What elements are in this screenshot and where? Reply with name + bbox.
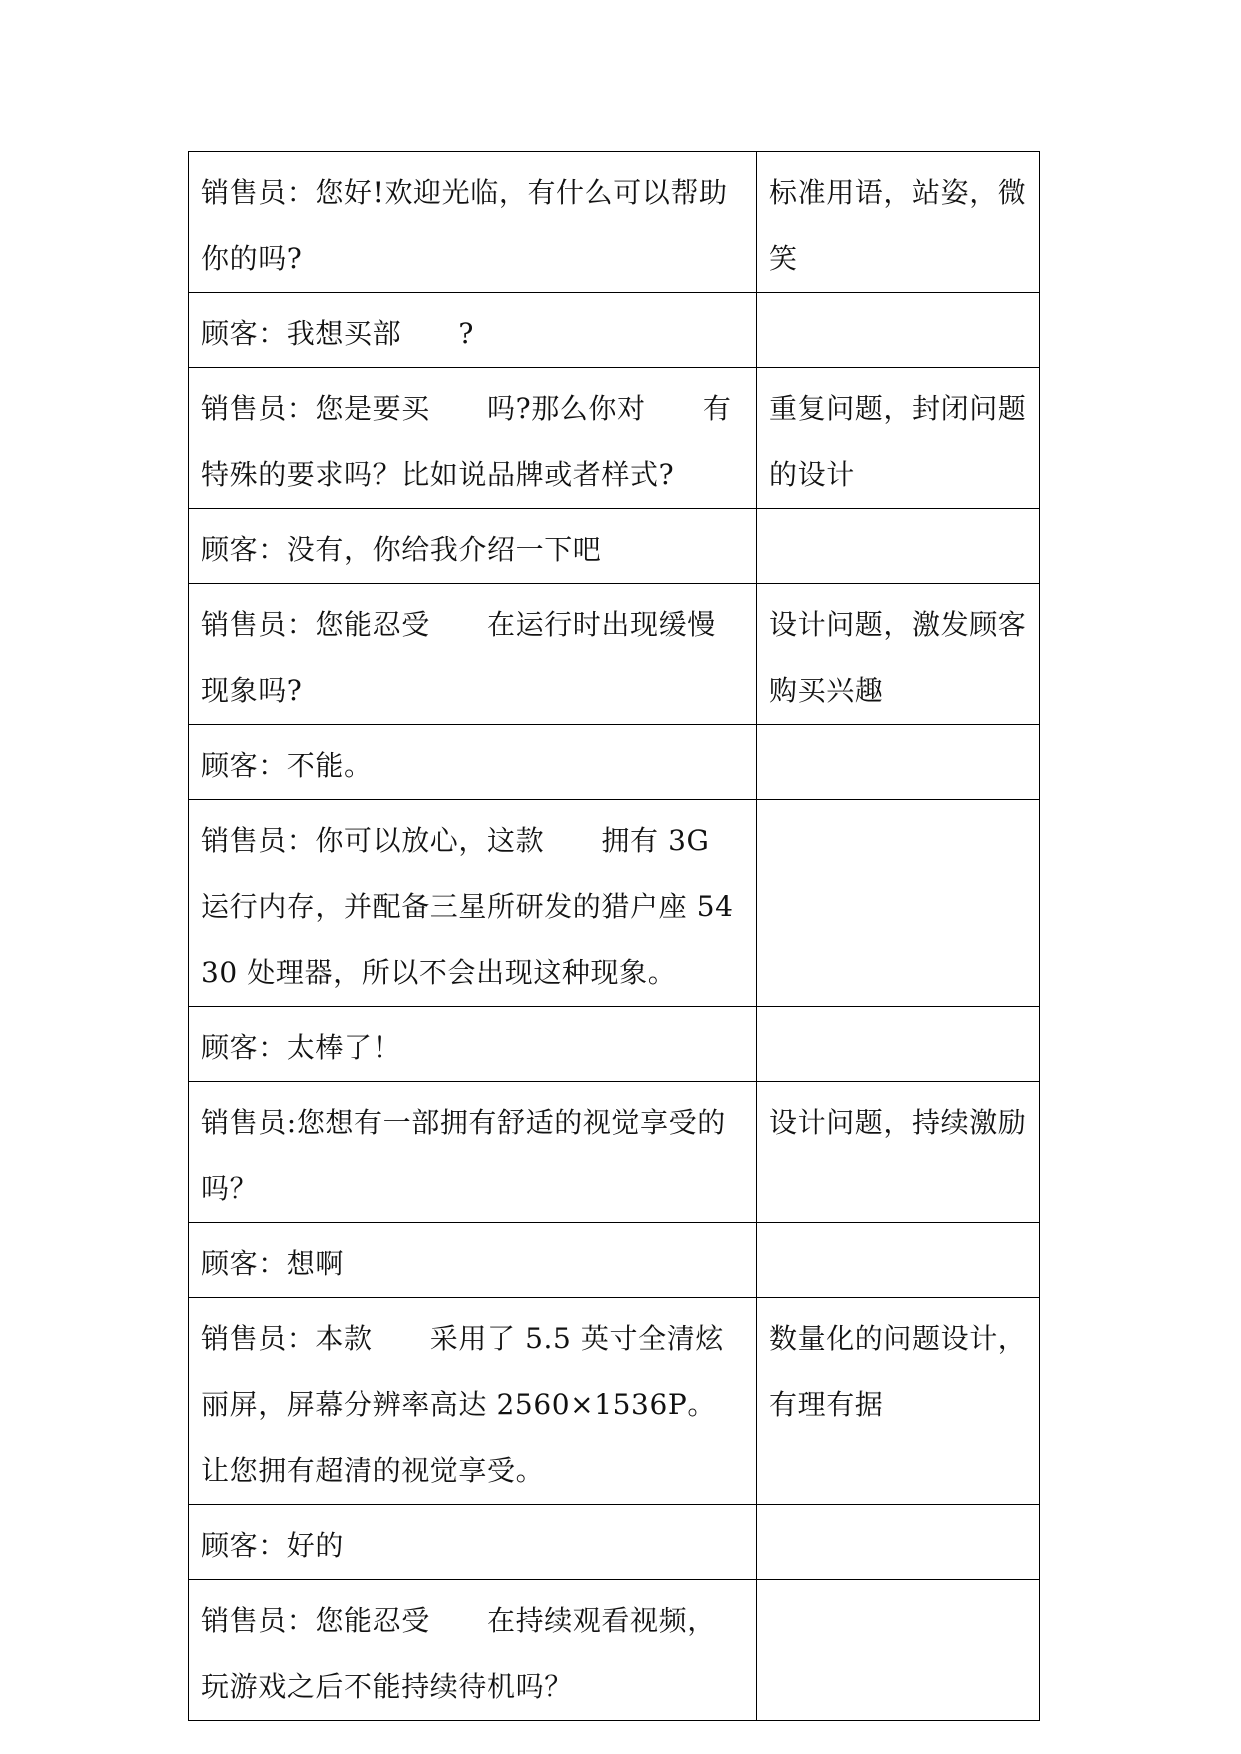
dialogue-cell: 销售员：您是要买 吗?那么你对 有特殊的要求吗？比如说品牌或者样式? bbox=[189, 368, 757, 509]
table-row bbox=[189, 1223, 1040, 1298]
note-cell bbox=[757, 293, 1040, 368]
sales-dialogue-table bbox=[188, 151, 1040, 1721]
dialogue-cell: 顾客：想啊 bbox=[189, 1223, 757, 1298]
dialogue-cell: 顾客：没有，你给我介绍一下吧 bbox=[189, 509, 757, 584]
dialogue-cell: 销售员：您好!欢迎光临，有什么可以帮助你的吗? bbox=[189, 152, 757, 293]
note-cell bbox=[757, 1223, 1040, 1298]
dialogue-cell: 销售员：您能忍受 在运行时出现缓慢现象吗? bbox=[189, 584, 757, 725]
table-row bbox=[189, 584, 1040, 725]
table-row bbox=[189, 293, 1040, 368]
table-row bbox=[189, 1082, 1040, 1223]
note-cell bbox=[757, 1580, 1040, 1721]
table-row bbox=[189, 509, 1040, 584]
note-cell bbox=[757, 1505, 1040, 1580]
dialogue-cell: 顾客：不能。 bbox=[189, 725, 757, 800]
dialogue-cell: 销售员：本款 采用了 5.5 英寸全清炫丽屏，屏幕分辨率高达 2560×1536P。让您拥有超清的视觉享受。 bbox=[189, 1298, 757, 1505]
dialogue-cell: 顾客：太棒了！ bbox=[189, 1007, 757, 1082]
note-cell: 设计问题，持续激励 bbox=[757, 1082, 1040, 1223]
note-cell: 重复问题，封闭问题的设计 bbox=[757, 368, 1040, 509]
table-row bbox=[189, 1298, 1040, 1505]
note-cell bbox=[757, 800, 1040, 1007]
note-cell bbox=[757, 725, 1040, 800]
note-cell bbox=[757, 1007, 1040, 1082]
note-cell: 数量化的问题设计，有理有据 bbox=[757, 1298, 1040, 1505]
table-row bbox=[189, 152, 1040, 293]
table-row bbox=[189, 800, 1040, 1007]
table-row bbox=[189, 1007, 1040, 1082]
dialogue-cell: 销售员：您能忍受 在持续观看视频，玩游戏之后不能持续待机吗？ bbox=[189, 1580, 757, 1721]
dialogue-cell: 销售员：你可以放心，这款 拥有 3G 运行内存，并配备三星所研发的猎户座 5430 处理器，所以不会出现这种现象。 bbox=[189, 800, 757, 1007]
table-row bbox=[189, 1580, 1040, 1721]
table-row bbox=[189, 368, 1040, 509]
dialogue-cell: 顾客：我想买部 ? bbox=[189, 293, 757, 368]
note-cell: 设计问题，激发顾客购买兴趣 bbox=[757, 584, 1040, 725]
note-cell bbox=[757, 509, 1040, 584]
note-cell: 标准用语，站姿，微笑 bbox=[757, 152, 1040, 293]
table-body bbox=[189, 152, 1040, 1721]
dialogue-cell: 销售员:您想有一部拥有舒适的视觉享受的吗？ bbox=[189, 1082, 757, 1223]
table-row bbox=[189, 725, 1040, 800]
dialogue-cell: 顾客：好的 bbox=[189, 1505, 757, 1580]
table-row bbox=[189, 1505, 1040, 1580]
